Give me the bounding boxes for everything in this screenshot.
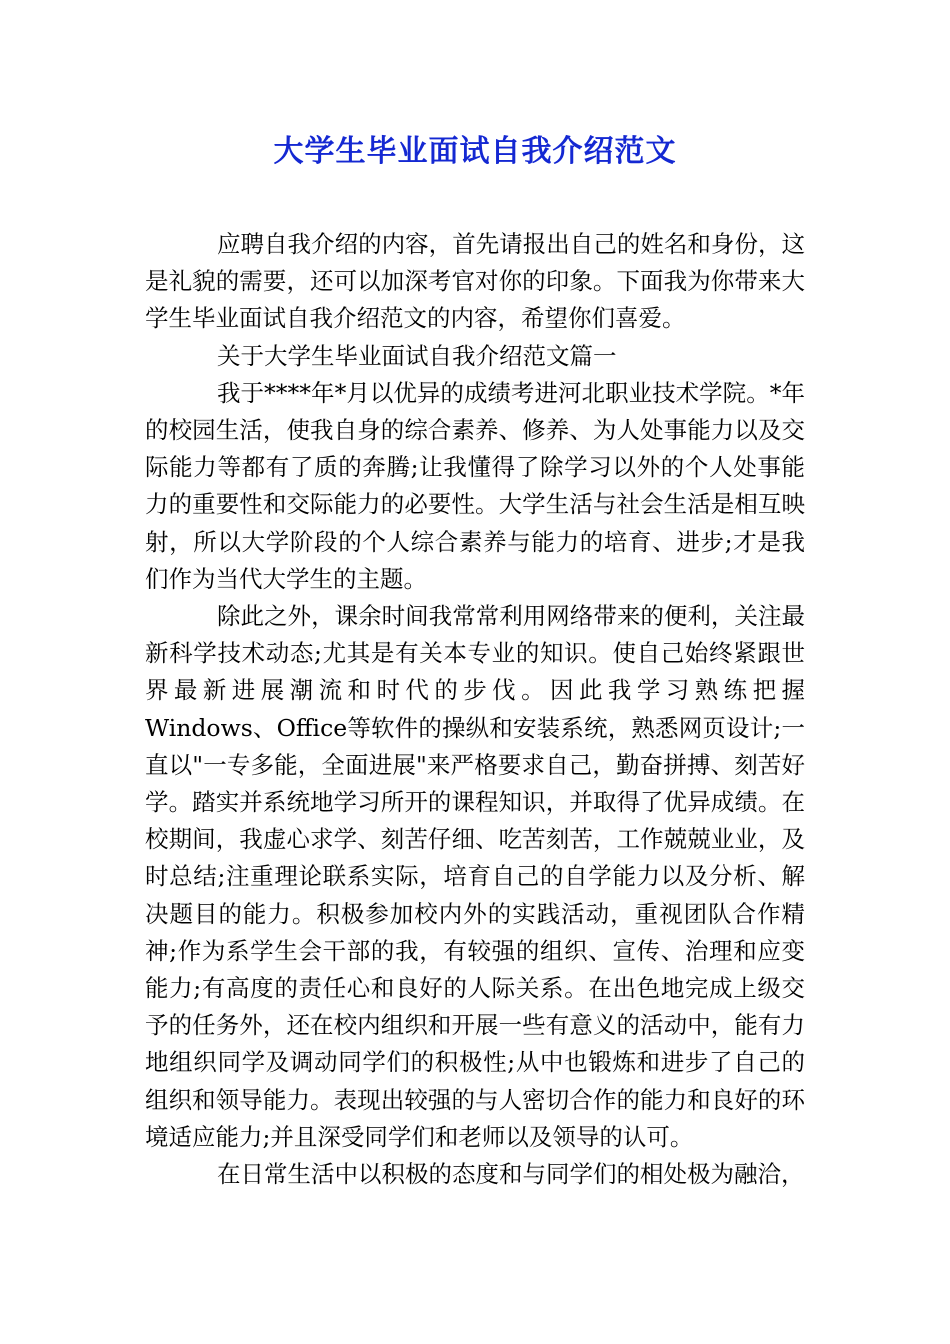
paragraph: 我于****年*月以优异的成绩考进河北职业技术学院。*年的校园生活，使我自身的综合素养、修养、为人处事能力以及交际能力等都有了质的奔腾;让我懂得了除学习以外的个人处事能力的重要性和交际能力的必要性。大学生活与社会生活是相互映射，所以大学阶段的个人综合素养与能力的培育、进步;才是我们作为当代大学生的主题。 <box>145 378 805 593</box>
document-title: 大学生毕业面试自我介绍范文 <box>273 134 677 169</box>
paragraph: 除此之外，课余时间我常常利用网络带来的便利，关注最新科学技术动态;尤其是有关本专业的知识。使自己始终紧跟世界最新进展潮流和时代的步伐。因此我学习熟练把握Windows、Office等软件的操纵和安装系统，熟悉网页设计;一直以"一专多能，全面进展"来严格要求自己，勤奋拼搏、刻苦好学。踏实并系统地学习所开的课程知识，并取得了优异成绩。在校期间，我虚心求学、刻苦仔细、吃苦刻苦，工作兢兢业业，及时总结;注重理论联系实际，培育自己的自学能力以及分析、解决题目的能力。积极参加校内外的实践活动，重视团队合作精神;作为系学生会干部的我，有较强的组织、宣传、治理和应变能力;有高度的责任心和良好的人际关系。在出色地完成上级交予的任务外，还在校内组织和开展一些有意义的活动中，能有力地组织同学及调动同学们的积极性;从中也锻炼和进步了自己的组织和领导能力。表现出较强的与人密切合作的能力和良好的环境适应能力;并且深受同学们和老师以及领导的认可。 <box>145 602 805 1151</box>
paragraph-intro: 应聘自我介绍的内容，首先请报出自己的姓名和身份，这是礼貌的需要，还可以加深考官对你的印象。下面我为你带来大学生毕业面试自我介绍范文的内容，希望你们喜爱。 <box>145 230 805 333</box>
document-body <box>145 226 805 1193</box>
paragraph: 在日常生活中以积极的态度和与同学们的相处极为融洽， <box>217 1160 805 1189</box>
section-heading: 关于大学生毕业面试自我介绍范文篇一 <box>217 341 617 370</box>
